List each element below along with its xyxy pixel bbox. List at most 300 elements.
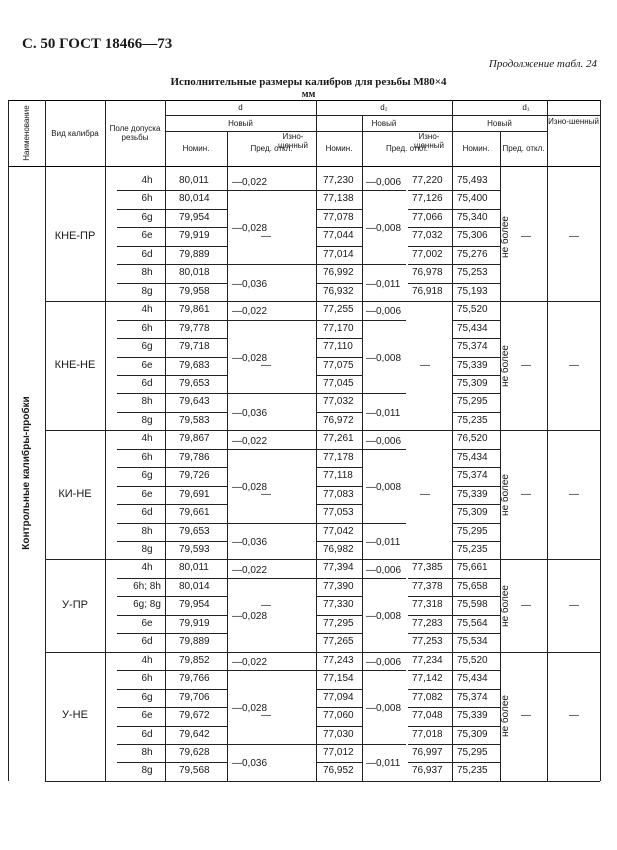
column-d1-header: d₁ [522,103,530,112]
row-rule [316,689,362,690]
row-rule [316,264,362,265]
dev-rule [362,523,406,524]
d1-nominal-cell: 76,520 [457,433,488,445]
row-rule [117,596,227,597]
row-rule [452,393,500,394]
d2-nominal-cell: 77,390 [323,580,354,592]
d-nominal-cell: 80,011 [179,175,209,186]
row-rule [452,338,500,339]
d2-deviation-cell: —0,006 [366,656,402,668]
dev-rule [227,190,316,191]
row-rule [408,615,452,616]
d-nominal-cell: 79,889 [179,248,210,260]
d-nominal-cell: 79,786 [179,451,210,463]
row-rule [452,578,500,579]
d-nominal-cell: 80,018 [179,267,210,279]
dev-rule [362,449,406,450]
d1-nominal-cell: 75,295 [457,396,488,408]
d1-nominal-cell: 75,598 [457,599,488,611]
row-rule [117,209,227,210]
row-rule [117,467,227,468]
d-nominal-cell: 79,661 [179,507,210,519]
d2-deviation-cell: —0,008 [366,352,402,364]
d-worn-dash: — [261,488,271,500]
d-nominal-cell: 79,919 [179,230,210,242]
d2-nominal-cell: 77,060 [323,710,354,722]
d2-worn-cell: 77,142 [412,673,443,685]
d-nominal-cell: 79,718 [179,341,210,353]
not-more-label: не более [500,695,511,738]
tolerance-cell: 6h [141,193,153,205]
body-col-line [500,166,501,781]
tolerance-cell: 4h [141,654,153,666]
d2-nominal-cell: 77,243 [323,654,354,666]
d2-deviation-cell: —0,006 [366,177,402,189]
row-rule [452,523,500,524]
d2-worn-cell: 77,283 [412,617,443,629]
tolerance-cell: 4h [141,562,153,574]
column-kind-header: Вид калибра [51,128,99,138]
tolerance-cell: 8h [141,267,153,279]
dev-rule [362,320,406,321]
row-rule [117,744,227,745]
d-nominal-cell: 79,867 [179,433,210,445]
d1-nominal-cell: 75,253 [457,267,488,279]
d2-nominal-cell: 77,044 [323,230,354,242]
d-deviation-cell: —0,036 [232,278,268,290]
row-rule [316,486,362,487]
d1-nominal-cell: 75,193 [457,285,488,297]
tolerance-cell: 6h [141,322,153,334]
dev-rule [227,264,316,265]
d2-nominal-cell: 77,110 [323,341,353,353]
d2-nominal-cell: 77,265 [323,636,354,648]
row-rule [316,375,362,376]
tolerance-cell: 6h [141,673,153,685]
d2-deviation-cell: —0,011 [366,758,401,770]
d1-nominal-cell: 75,295 [457,525,488,537]
row-rule [117,227,227,228]
row-rule [316,338,362,339]
dev-rule [362,559,406,560]
column-d-new-header: Новый [228,118,253,128]
dev-rule [362,670,406,671]
tolerance-cell: 4h [141,175,153,186]
row-rule [316,523,362,524]
calibre-kind-cell: У-ПР [62,598,88,611]
d1-nominal-cell: 75,534 [457,636,488,648]
d1-nominal-cell: 75,339 [457,488,488,500]
row-rule [316,707,362,708]
row-rule [452,209,500,210]
d2-worn-cell: 77,385 [412,562,443,574]
tolerance-cell: 6e [141,230,153,242]
d-nominal-cell: 79,683 [179,359,210,371]
dev-rule [227,670,316,671]
d2-nominal-cell: 77,042 [323,525,354,537]
d1-nominal-cell: 75,520 [457,304,488,316]
row-rule [316,615,362,616]
dev-rule [227,781,316,782]
d2-nominal-cell: 77,078 [323,211,354,223]
tolerance-cell: 6e [141,359,153,371]
dev-rule [362,190,406,191]
row-rule [117,190,227,191]
column-d-nom-header: Номин. [182,144,210,153]
row-rule [452,412,500,413]
d2-nominal-cell: 76,952 [323,765,354,777]
not-more-label: не более [500,344,511,387]
d1-nominal-cell: 75,339 [457,359,488,371]
table-unit: мм [301,89,316,100]
d-nominal-cell: 79,766 [179,673,210,685]
row-rule [117,633,227,634]
row-rule [452,633,500,634]
row-rule [452,762,500,763]
row-rule [316,578,362,579]
dev-rule [362,393,406,394]
row-rule [408,246,452,247]
d-nominal-cell: 79,919 [179,617,210,629]
row-rule [117,486,227,487]
d1-nominal-cell: 75,309 [457,728,488,740]
d1-nominal-cell: 75,658 [457,580,488,592]
d1-dev-dash: — [521,359,531,371]
dev-rule [362,652,406,653]
d-nominal-cell: 79,628 [179,746,210,758]
row-rule [452,375,500,376]
row-rule [408,596,452,597]
d2-nominal-cell: 77,045 [323,377,354,389]
d-nominal-cell: 79,726 [179,470,210,482]
tolerance-cell: 6e [141,617,153,629]
d2-worn-cell: 77,082 [412,691,443,703]
d-deviation-cell: —0,036 [232,537,268,548]
d1-nominal-cell: 75,309 [457,377,488,389]
d2-worn-cell: 77,253 [412,636,443,648]
not-more-label: не более [500,215,511,258]
row-rule [316,320,362,321]
row-rule [452,449,500,450]
group-rule [45,559,600,560]
row-rule [117,707,227,708]
tolerance-cell: 6g; 8g [133,599,161,611]
body-col-line [600,166,601,781]
dev-rule [227,559,316,560]
column-d1-worn-header: Изно-шенный [548,117,599,126]
d-nominal-cell: 79,593 [179,544,210,555]
row-rule [117,338,227,339]
row-rule [408,264,452,265]
group-rule [45,652,600,653]
d2-nominal-cell: 77,255 [323,304,354,316]
d-nominal-cell: 79,889 [179,636,210,648]
d-deviation-cell: —0,028 [232,703,268,715]
dev-rule [362,578,406,579]
row-rule [117,523,227,524]
column-d1-dev-header: Пред. откл. [502,144,545,153]
d2-worn-cell: 77,234 [412,654,443,666]
tolerance-cell: 6h [141,451,153,463]
row-rule [408,190,452,191]
d-nominal-cell: 80,014 [179,580,210,592]
row-rule [452,744,500,745]
row-rule [316,246,362,247]
dev-rule [227,301,316,302]
d-nominal-cell: 79,653 [179,525,210,537]
row-rule [316,449,362,450]
d2-nominal-cell: 77,012 [323,746,354,758]
d1-nominal-cell: 75,564 [457,617,488,629]
d-deviation-cell: —0,022 [232,564,268,576]
row-rule [316,670,362,671]
d2-nominal-cell: 77,014 [323,248,354,260]
d1-nominal-cell: 75,434 [457,451,488,463]
d2-deviation-cell: —0,011 [366,407,401,419]
row-rule [316,190,362,191]
d-deviation-cell: —0,028 [232,352,268,364]
column-name-header: Наименование [21,105,31,161]
calibre-kind-cell: У-НЕ [62,709,88,722]
d1-nominal-cell: 75,339 [457,710,488,722]
d-deviation-cell: —0,028 [232,481,268,493]
row-rule [117,357,227,358]
row-rule [408,762,452,763]
group-rule [45,781,600,782]
d-deviation-cell: —0,036 [232,407,268,419]
row-rule [452,357,500,358]
d2-worn-cell: 76,918 [412,285,443,297]
row-rule [316,744,362,745]
d-nominal-cell: 79,852 [179,654,210,666]
row-rule [452,670,500,671]
d1-nominal-cell: 75,306 [457,230,488,242]
header-col-line [8,100,9,166]
row-rule [117,578,227,579]
body-col-line [362,166,363,781]
page-header-right: Продолжение табл. 24 [488,58,597,70]
column-d1-nom-header: Номин. [462,144,490,153]
d2-nominal-cell: 77,154 [323,673,354,685]
d2-nominal-cell: 77,295 [323,617,354,629]
d1-nominal-cell: 75,400 [457,193,488,205]
row-rule [408,633,452,634]
row-rule [452,320,500,321]
row-rule [452,689,500,690]
d-deviation-cell: —0,028 [232,610,268,622]
d1-nominal-cell: 75,661 [457,562,488,574]
tolerance-cell: 8h [141,746,153,758]
dev-rule [362,430,406,431]
row-rule [452,264,500,265]
tolerance-cell: 8g [141,285,153,297]
d-nominal-cell: 79,568 [179,765,210,777]
d-nominal-cell: 79,691 [179,488,210,500]
calibre-kind-cell: КНЕ-ПР [54,229,96,242]
tolerance-cell: 6g [141,691,153,703]
d2-worn-cell: 77,318 [412,599,443,611]
d1-worn-dash: — [569,359,579,371]
row-rule [316,393,362,394]
d1-nominal-cell: 75,276 [457,248,488,260]
d1-nominal-cell: 75,295 [457,746,488,758]
dev-rule [362,301,406,302]
header-col-line [600,100,601,166]
group-rule [45,301,600,302]
row-rule [316,467,362,468]
row-rule [117,320,227,321]
tolerance-cell: 8h [141,396,153,408]
d1-dev-dash: — [521,488,531,500]
body-col-line [227,166,228,781]
row-rule [117,375,227,376]
d1-nominal-cell: 75,374 [457,691,488,703]
d1-worn-dash: — [569,230,579,242]
row-rule [452,504,500,505]
tolerance-cell: 4h [141,304,153,316]
d-nominal-cell: 79,706 [179,691,210,703]
row-rule [117,393,227,394]
tolerance-cell: 4h [141,433,153,445]
body-col-line [45,166,46,781]
calibre-kind-cell: КНЕ-НЕ [54,358,96,371]
d1-dev-dash: — [521,710,531,722]
page-header-left: С. 50 ГОСТ 18466—73 [22,36,173,52]
d-nominal-cell: 80,011 [179,562,209,574]
row-rule [452,541,500,542]
d1-worn-dash: — [569,488,579,500]
tolerance-cell: 6d [141,377,153,389]
group-rule [45,430,600,431]
d2-deviation-cell: —0,011 [366,278,401,290]
d1-worn-dash: — [569,599,579,611]
d2-nominal-cell: 77,394 [323,562,354,574]
dev-rule [227,744,316,745]
d2-nominal-cell: 77,330 [323,599,354,611]
d-nominal-cell: 80,014 [179,193,210,205]
d1-nominal-cell: 75,235 [457,544,488,555]
body-col-line [8,166,9,781]
tolerance-cell: 8h [141,525,153,537]
row-rule [452,726,500,727]
row-rule [316,762,362,763]
row-rule [117,670,227,671]
d2-worn-cell: 77,066 [412,211,443,223]
row-rule [408,670,452,671]
d2-nominal-cell: 77,030 [323,728,354,740]
dev-rule [227,578,316,579]
d-deviation-cell: —0,022 [232,435,268,447]
d1-dev-dash: — [521,230,531,242]
body-col-line [105,166,106,781]
row-rule [117,615,227,616]
row-rule [316,541,362,542]
d2-deviation-cell: —0,006 [366,306,402,318]
row-rule [117,504,227,505]
d1-nominal-cell: 75,340 [457,211,488,223]
table-title: Исполнительные размеры калибров для резьбы М80×4 [170,76,447,88]
dev-rule [362,744,406,745]
row-rule [452,707,500,708]
d2-deviation-cell: —0,006 [366,435,402,447]
d-nominal-cell: 79,642 [179,728,210,740]
dev-rule [362,264,406,265]
tolerance-cell: 6d [141,507,153,519]
d1-nominal-cell: 75,309 [457,507,488,519]
d1-nominal-cell: 75,434 [457,322,488,334]
d-nominal-cell: 79,861 [179,304,210,316]
row-rule [316,726,362,727]
row-rule [117,449,227,450]
d-deviation-cell: —0,028 [232,223,268,235]
d-deviation-cell: —0,022 [232,306,268,318]
d1-nominal-cell: 75,235 [457,765,488,777]
d2-worn-cell: 76,997 [412,746,443,758]
dev-rule [227,449,316,450]
d-deviation-cell: —0,022 [232,177,268,189]
d2-worn-cell: 76,978 [412,267,443,279]
d2-deviation-cell: —0,008 [366,610,402,622]
d2-worn-cell: 77,220 [412,175,443,186]
d-nominal-cell: 79,954 [179,599,210,611]
d-nominal-cell: 79,954 [179,211,210,223]
d-worn-dash: — [261,599,271,611]
row-rule [452,467,500,468]
row-rule [117,264,227,265]
d-nominal-cell: 79,653 [179,377,210,389]
row-rule [316,412,362,413]
d-worn-dash: — [261,230,271,242]
column-tolerance-header: Поле допуска резьбы [109,124,161,142]
d2-nominal-cell: 76,992 [323,267,354,279]
tolerance-cell: 8g [141,765,153,777]
column-d2-nom-header: Номин. [325,144,353,153]
d2-nominal-cell: 77,261 [323,433,354,445]
row-rule [452,596,500,597]
d2-nominal-cell: 76,972 [323,414,354,426]
d2-nominal-cell: 77,138 [323,193,354,205]
tolerance-cell: 6h; 8h [133,580,161,592]
row-rule [408,689,452,690]
d1-nominal-cell: 75,374 [457,470,488,482]
tolerance-cell: 8g [141,544,153,555]
d-worn-dash: — [261,710,271,722]
d1-nominal-cell: 75,374 [457,341,488,353]
row-rule [316,504,362,505]
d2-nominal-cell: 76,982 [323,544,354,555]
d2-worn-cell: 77,002 [412,248,443,260]
column-d-header: d [238,103,243,112]
row-rule [408,726,452,727]
d-deviation-cell: —0,036 [232,758,268,770]
d2-nominal-cell: 77,075 [323,359,354,371]
row-rule [452,283,500,284]
d1-nominal-cell: 75,520 [457,654,488,666]
d2-worn-cell: 77,032 [412,230,443,242]
tolerance-cell: 6g [141,470,153,482]
d2-nominal-cell: 77,032 [323,396,354,408]
tolerance-cell: 6g [141,211,153,223]
column-d-dev-header: Пред. откл. [250,144,293,153]
d2-worn-cell: 77,018 [412,728,443,740]
row-rule [316,209,362,210]
d2-nominal-cell: 77,053 [323,507,354,519]
dev-rule [227,430,316,431]
tolerance-cell: 6e [141,710,153,722]
d1-worn-dash: — [569,710,579,722]
d2-nominal-cell: 77,094 [323,691,354,703]
d2-deviation-cell: —0,006 [366,564,402,576]
